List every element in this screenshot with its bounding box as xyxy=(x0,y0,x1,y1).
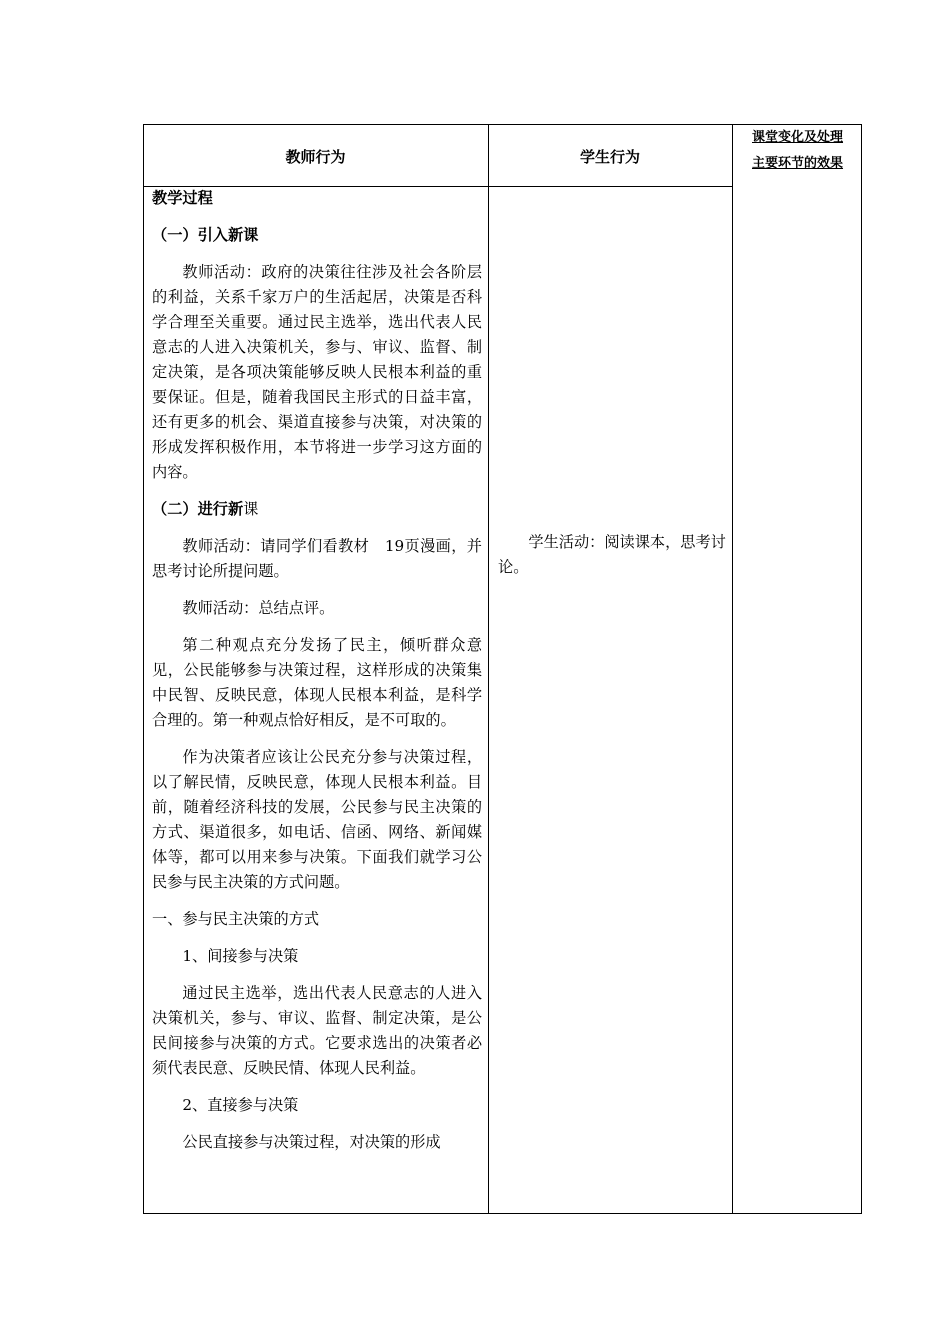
part2-title-bold: （二）进行新 xyxy=(152,500,244,518)
paragraph-6: 通过民主选举，选出代表人民意志的人进入决策机关，参与、审议、监督、制定决策，是公民间接参与决策的方式。它要求选出的决策者必须代表民意、反映民情、体现人民利益。 xyxy=(152,984,482,1077)
notes-header-line1: 课堂变化及处理 xyxy=(752,130,844,145)
paragraph-3: 教师活动：总结点评。 xyxy=(182,599,335,617)
paragraph-5: 作为决策者应该让公民充分参与决策过程，以了解民情，反映民意，体现人民根本利益。目前，随着经济科技的发展，公民参与民主决策的方式、渠道很多，如电话、信函、网络、新闻媒体等，都可以用来参与决策。下面我们就学习公民参与民主决策的方式问题。 xyxy=(152,748,482,891)
student-activity: 学生活动：阅读课本，思考讨论。 xyxy=(498,533,726,576)
paragraph-2: 教师活动：请同学们看教材 19页漫画，并思考讨论所提问题。 xyxy=(152,537,482,580)
paragraph-4: 第二种观点充分发扬了民主，倾听群众意见，公民能够参与决策过程，这样形成的决策集中民智、反映民意，体现人民根本利益，是科学合理的。第一种观点恰好相反，是不可取的。 xyxy=(152,636,482,729)
column-divider-1 xyxy=(488,124,489,1214)
student-column-header: 学生行为 xyxy=(579,148,640,166)
heading-1: 一、参与民主决策的方式 xyxy=(152,910,320,928)
paragraph-7: 公民直接参与决策过程，对决策的形成 xyxy=(182,1133,441,1151)
subheading-2: 2、直接参与决策 xyxy=(182,1096,299,1114)
paragraph-1: 教师活动：政府的决策往往涉及社会各阶层的利益，关系千家万户的生活起居，决策是否科学合理至关重要。通过民主选举，选出代表人民意志的人进入决策机关，参与、审议、监督、制定决策，是各项决策能够反映人民根本利益的重要保证。但是，随着我国民主形式的日益丰富，还有更多的机会、渠道直接参与决策，对决策的形成发挥积极作用，本节将进一步学习这方面的内容。 xyxy=(152,263,482,481)
table-bottom-border xyxy=(143,1213,862,1214)
part2-title-rest: 课 xyxy=(243,500,259,518)
column-divider-2 xyxy=(732,124,733,1214)
table-left-border xyxy=(143,124,144,1214)
notes-column-header xyxy=(752,125,858,177)
teacher-column-header: 教师行为 xyxy=(285,148,346,166)
subheading-1: 1、间接参与决策 xyxy=(182,947,299,965)
teacher-column-content xyxy=(152,186,482,1167)
notes-header-line2: 主要环节的效果 xyxy=(752,156,844,171)
part1-title: （一）引入新课 xyxy=(152,226,259,244)
section-title: 教学过程 xyxy=(152,189,213,207)
part2-title xyxy=(152,497,482,522)
table-right-border xyxy=(861,124,862,1214)
